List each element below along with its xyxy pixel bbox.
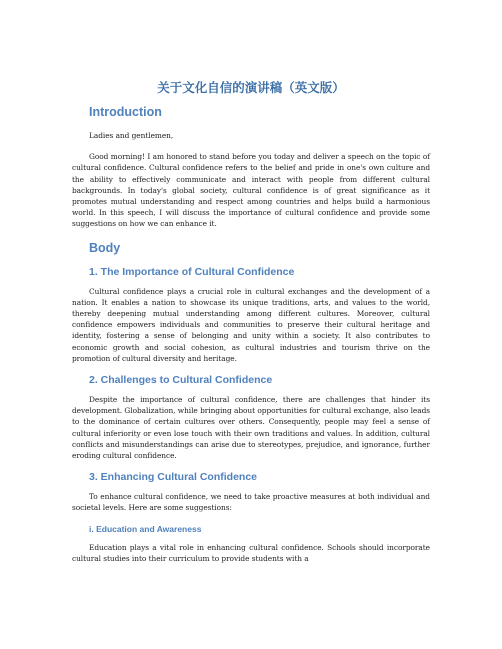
document-content (72, 104, 430, 570)
subsection-1-heading: i. Education and Awareness (89, 523, 202, 534)
section-3-heading: 3. Enhancing Cultural Confidence (89, 471, 258, 484)
section-1-paragraph: Cultural confidence plays a crucial role in cultural exchanges and the development of a nation. It enables a nation to showcase its unique traditions, arts, and values to the world, thereby deepening mutual understanding among different cultures. Moreover, cultural confidence empowers individuals and communities to preserve their cultural heritage and identity, fostering a sense of belonging and unity within a society. It also contributes to economic growth and social cohesion, as cultural industries and tourism thrive on the promotion of cultural diversity and heritage. (72, 286, 430, 363)
introduction-heading: Introduction (89, 105, 162, 119)
body-heading: Body (89, 240, 121, 255)
introduction-paragraph: Good morning! I am honored to stand before you today and deliver a speech on the topic of cultural confidence. Cultural confidence refers to the belief and pride in one's own culture and the ability to effectively communicate and interact with people from different cultural backgrounds. In today's global society, cultural confidence is of great significance as it promotes mutual understanding and respect among countries and helps build a harmonious world. In this speech, I will discuss the importance of cultural confidence and provide some suggestions on how we can enhance it. (72, 152, 430, 229)
document-title: 关于文化自信的演讲稿（英文版） (157, 80, 345, 95)
greeting-line: Ladies and gentlemen, (89, 131, 174, 140)
section-1-heading: 1. The Importance of Cultural Confidence (89, 265, 295, 278)
section-2-paragraph: Despite the importance of cultural confidence, there are challenges that hinder its development. Globalization, while bringing about opportunities for cultural exchange, also leads to the dominance of certain cultures over others. Consequently, people may feel a sense of cultural inferiority or even lose touch with their own traditions and values. In addition, cultural conflicts and misunderstandings can arise due to stereotypes, prejudice, and ignorance, further eroding cultural confidence. (72, 395, 430, 461)
section-2-heading: 2. Challenges to Cultural Confidence (89, 374, 273, 387)
section-3-paragraph: To enhance cultural confidence, we need to take proactive measures at both individual and societal levels. Here are some suggestions: (72, 492, 430, 513)
subsection-1-paragraph: Education plays a vital role in enhancing cultural confidence. Schools should incorporate cultural studies into their curriculum to provide students with a (72, 542, 430, 563)
